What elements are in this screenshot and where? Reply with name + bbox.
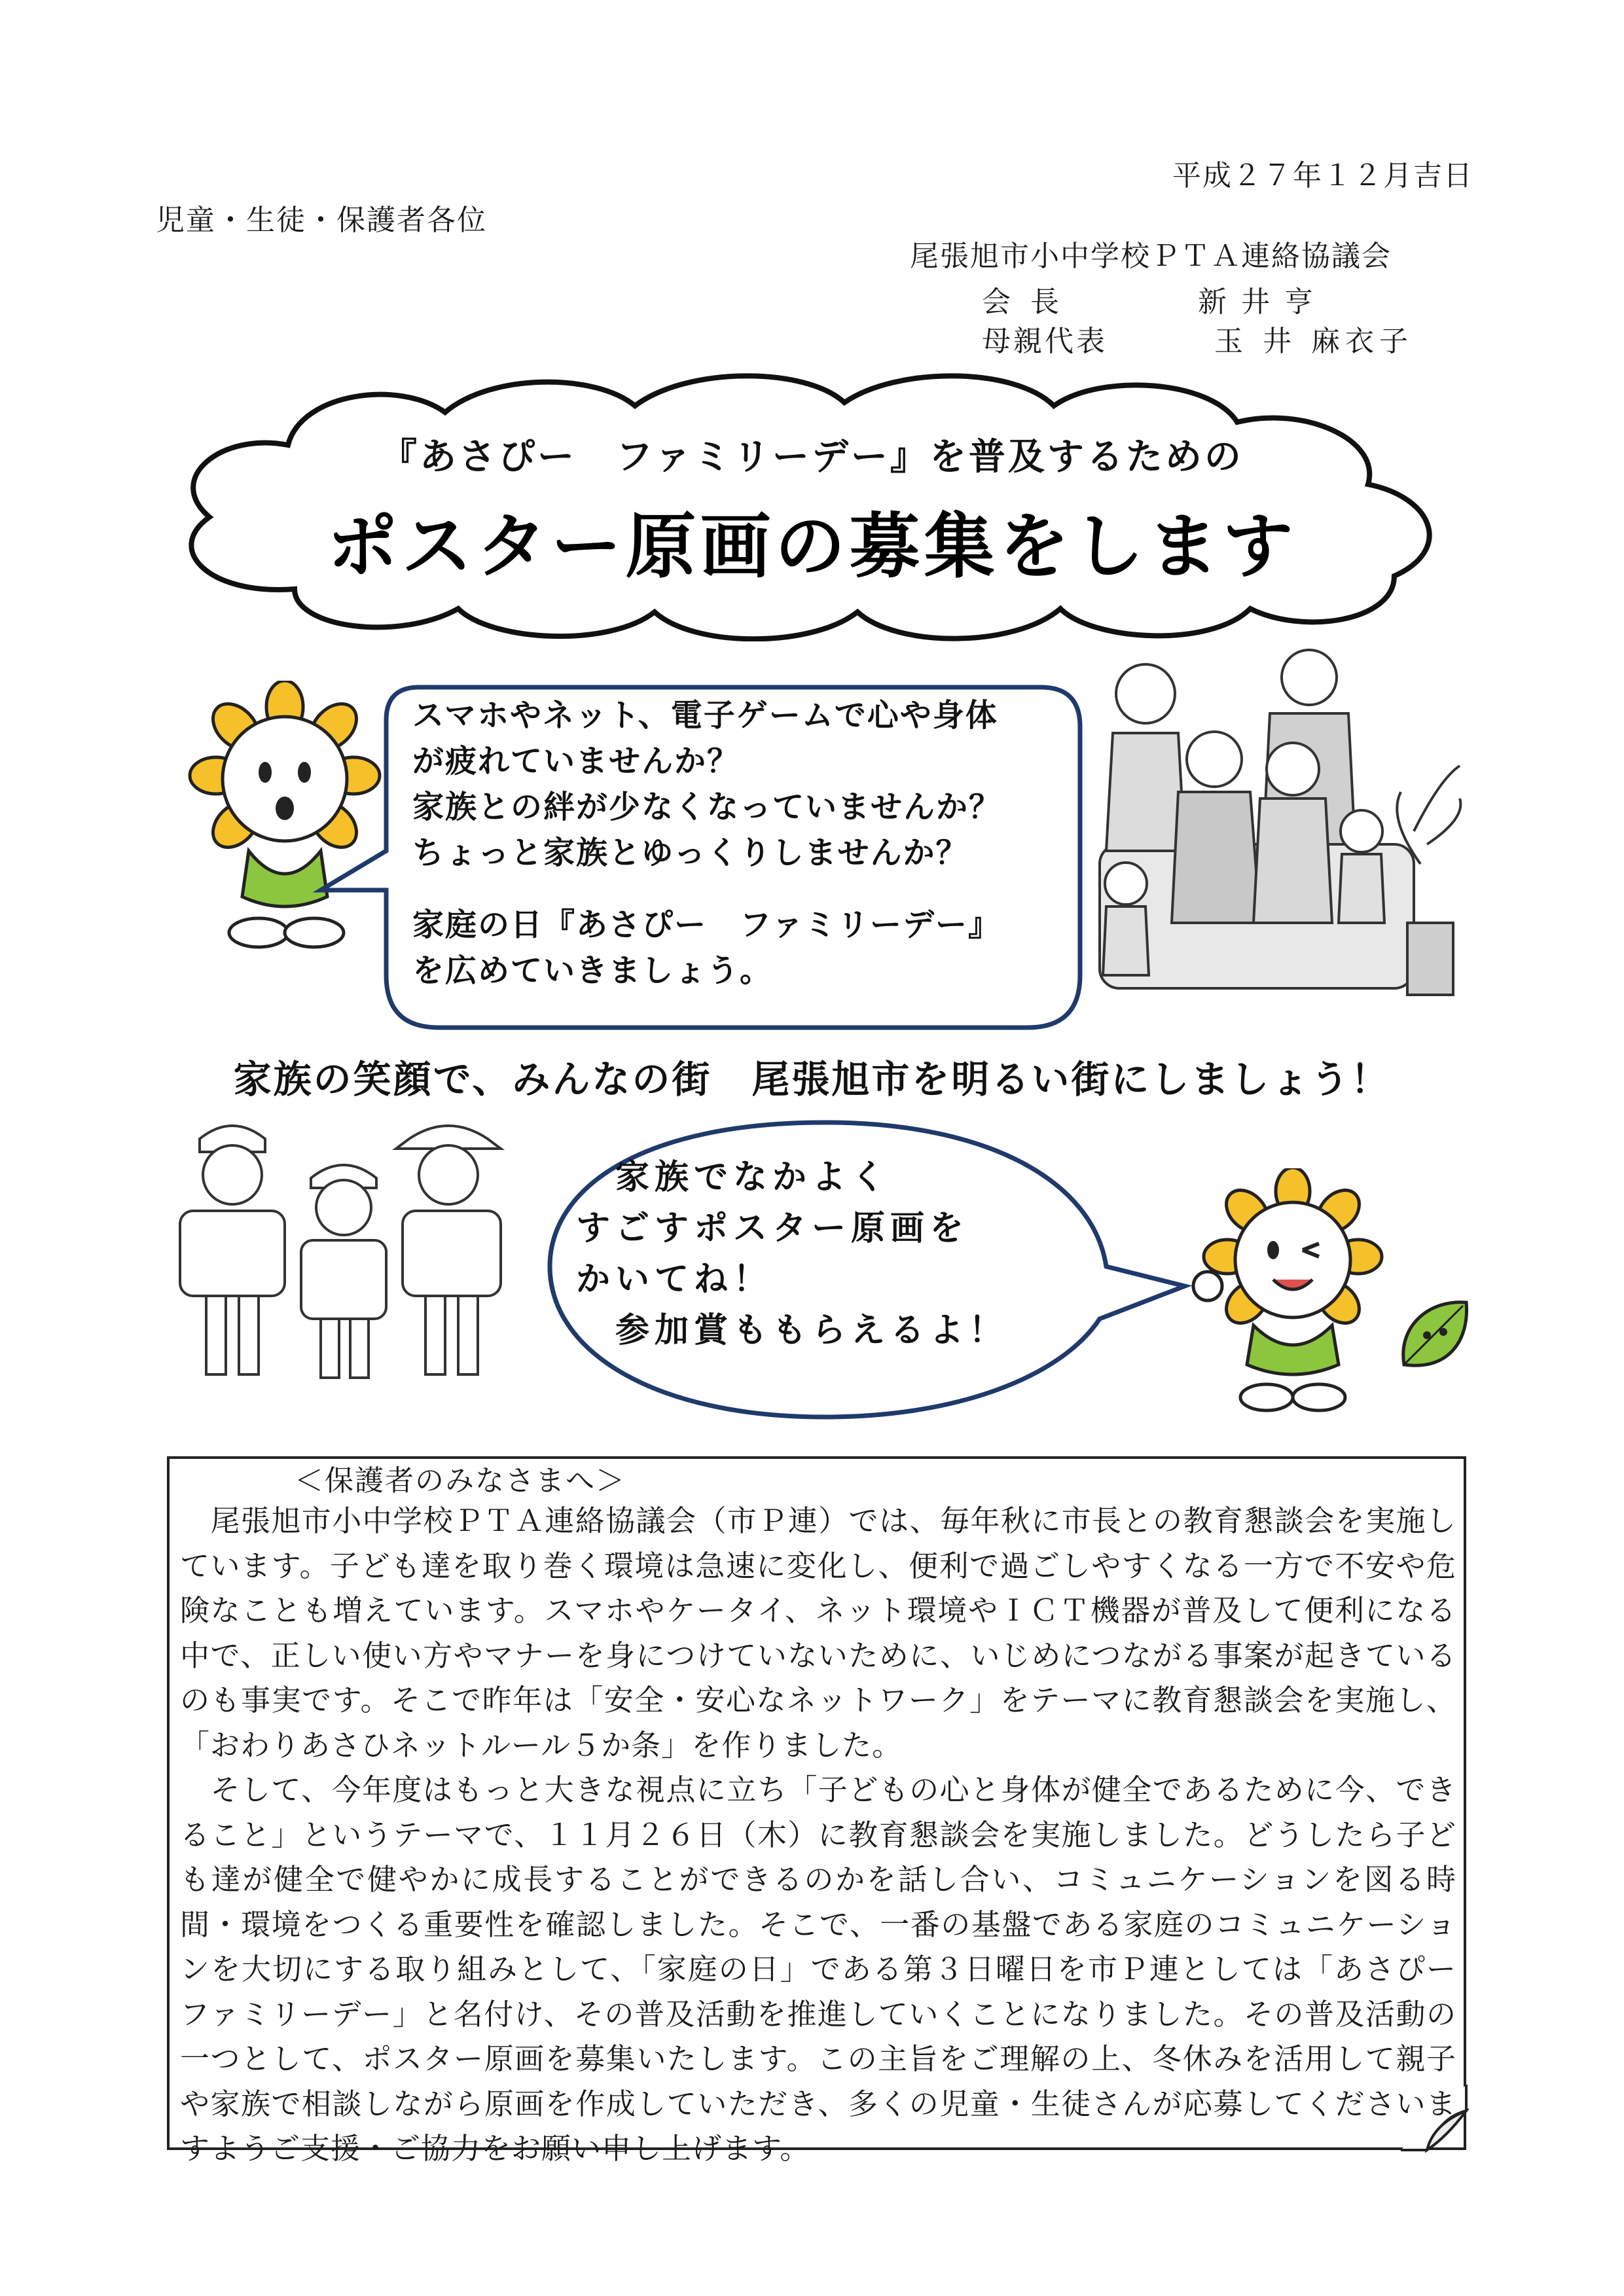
signatory-role: 会長 <box>982 285 1079 319</box>
bubble-line: を広めていきましょう。 <box>412 952 773 989</box>
bubble-line: ちょっと家族とゆっくりしませんか？ <box>412 834 969 871</box>
organization-name: 尾張旭市小中学校ＰＴＡ連絡協議会 <box>910 240 1392 273</box>
leaf-character-icon <box>1391 1293 1476 1384</box>
recipients: 児童・生徒・保護者各位 <box>156 204 487 237</box>
signatory-name: 新井亨 <box>1198 285 1327 319</box>
notice-body: 尾張旭市小中学校ＰＴＡ連絡協議会（市Ｐ連）では、毎年秋に市長との教育懇談会を実施しています。子ども達を取り巻く環境は急速に変化し、便利で過ごしやすくなる一方で不安や危険なことも増えています。スマホやケータイ、ネット環境やＩＣＴ機器が普及して便利になる中で、正しい使い方やマナーを身につけていないために、いじめにつながる事案が起きているのも事実です。そこで昨年は「安全・安心なネットワーク」をテーマに教育懇談会を実施し、「おわりあさひネットルール５か条」を作りました。 そして、今年度はもっと大きな視点に立ち「子どもの心と身体が健全であるために今、できること」というテーマで、１１月２６日（木）に教育懇談会を実施しました。どうしたら子ども達が健全で健やかに成長することができるのかを話し合い、コミュニケーションを図る時間・環境をつくる重要性を確認しました。そこで、一番の基盤である家庭のコミュニケーションを大切にする取り組みとして、「家庭の日」である第３日曜日を市Ｐ連としては「あさぴー ファミリーデー」と名付け、その普及活動を推進していくことになりました。その普及活動の一つとして、ポスター原画を募集いたします。この主旨をご理解の上、冬休みを活用して親子や家族で相談しながら原画を作成していただき、多くの児童・生徒さんが応募してくださいますようご支援・ご協力をお願い申し上げます。 <box>180 1503 1456 2166</box>
speech-bubble-2-text <box>576 1152 1100 1356</box>
bubble-line: 家族との絆が少なくなっていませんか？ <box>412 789 1002 825</box>
signatory-name: 玉 井 麻衣子 <box>1214 325 1413 358</box>
sunflower-mascot-wink-icon <box>1182 1168 1384 1417</box>
bubble-line: 参加賞ももらえるよ！ <box>576 1311 1009 1350</box>
bubble-line: 家族でなかよく <box>576 1158 891 1197</box>
bubble-line: が疲れていませんか？ <box>412 743 740 780</box>
bubble-line: スマホやネット、電子ゲームで心や身体 <box>412 697 998 734</box>
speech-bubble-1-text <box>412 692 1067 994</box>
bubble-line: かいてね！ <box>576 1260 773 1299</box>
headline-subtitle: 『あさぴー ファミリーデー』を普及するための <box>380 436 1244 478</box>
date: 平成２７年１２月吉日 <box>1172 159 1473 192</box>
bubble-line: 家庭の日『あさぴー ファミリーデー』 <box>412 906 1001 943</box>
bubble-line: すごすポスター原画を <box>576 1209 969 1248</box>
family-group-icon <box>1074 648 1466 1014</box>
headline-title: ポスター原画の募集をします <box>327 506 1297 588</box>
signatory-role: 母親代表 <box>982 325 1108 358</box>
schoolchildren-icon <box>160 1113 527 1388</box>
slogan: 家族の笑顔で、みんなの街 尾張旭市を明るい街にしましょう！ <box>233 1057 1391 1102</box>
notice-heading: ＜保護者のみなさまへ＞ <box>295 1464 626 1498</box>
